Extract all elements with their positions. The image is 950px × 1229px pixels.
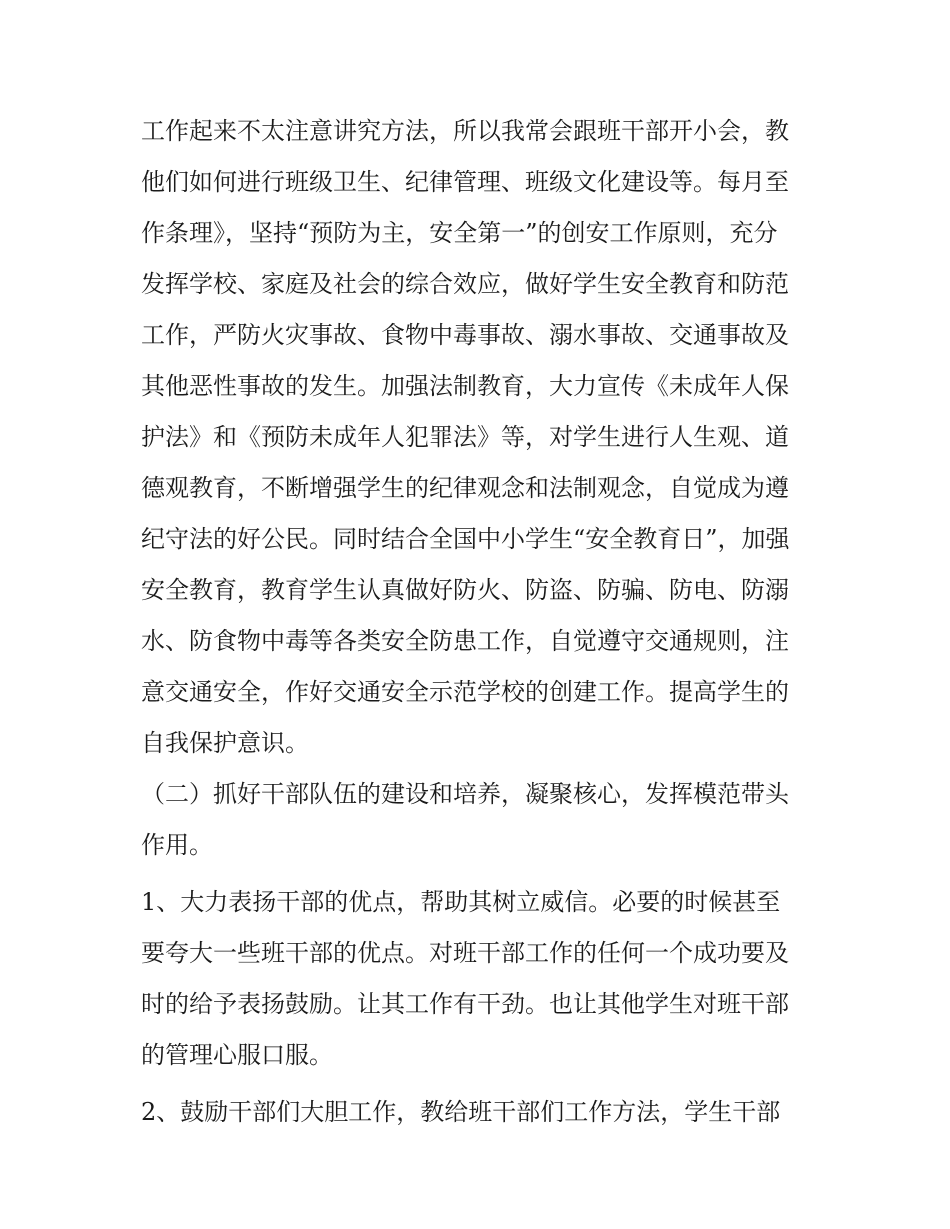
list-item-line: 1、大力表扬干部的优点，帮助其树立威信。必要的时候甚至 — [141, 888, 781, 916]
list-item-line: 时的给予表扬鼓励。让其工作有干劲。也让其他学生对班干部 — [141, 990, 789, 1018]
text-line: 水、防食物中毒等各类安全防患工作，自觉遵守交通规则，注 — [141, 627, 789, 655]
text-line: 工作起来不太注意讲究方法，所以我常会跟班干部开小会，教 — [141, 117, 789, 145]
text-line: 他们如何进行班级卫生、纪律管理、班级文化建设等。每月至 — [141, 168, 789, 196]
text-line: 发挥学校、家庭及社会的综合效应，做好学生安全教育和防范 — [141, 270, 789, 298]
text-line: 作条理》，坚持“预防为主，安全第一”的创安工作原则，充分 — [141, 219, 778, 247]
text-line: 安全教育，教育学生认真做好防火、防盗、防骗、防电、防溺 — [141, 576, 789, 604]
text-line: 纪守法的好公民。同时结合全国中小学生“安全教育日”，加强 — [141, 525, 790, 553]
list-item-line: 的管理心服口服。 — [141, 1041, 333, 1069]
text-line: 护法》和《预防未成年人犯罪法》等，对学生进行人生观、道 — [141, 423, 789, 451]
text-line: 意交通安全，作好交通安全示范学校的创建工作。提高学生的 — [141, 678, 789, 706]
section-heading-line: 作用。 — [141, 831, 213, 859]
list-item-line: 2、鼓励干部们大胆工作，教给班干部们工作方法，学生干部 — [141, 1098, 781, 1126]
text-line: 其他恶性事故的发生。加强法制教育，大力宣传《未成年人保 — [141, 372, 789, 400]
text-line: 德观教育，不断增强学生的纪律观念和法制观念，自觉成为遵 — [141, 474, 789, 502]
text-line: 工作，严防火灾事故、食物中毒事故、溺水事故、交通事故及 — [141, 321, 789, 349]
text-line: 自我保护意识。 — [141, 729, 309, 757]
body-text — [141, 106, 821, 1138]
section-heading-line: （二）抓好干部队伍的建设和培养，凝聚核心，发挥模范带头 — [141, 780, 789, 808]
list-item-line: 要夸大一些班干部的优点。对班干部工作的任何一个成功要及 — [141, 939, 789, 967]
